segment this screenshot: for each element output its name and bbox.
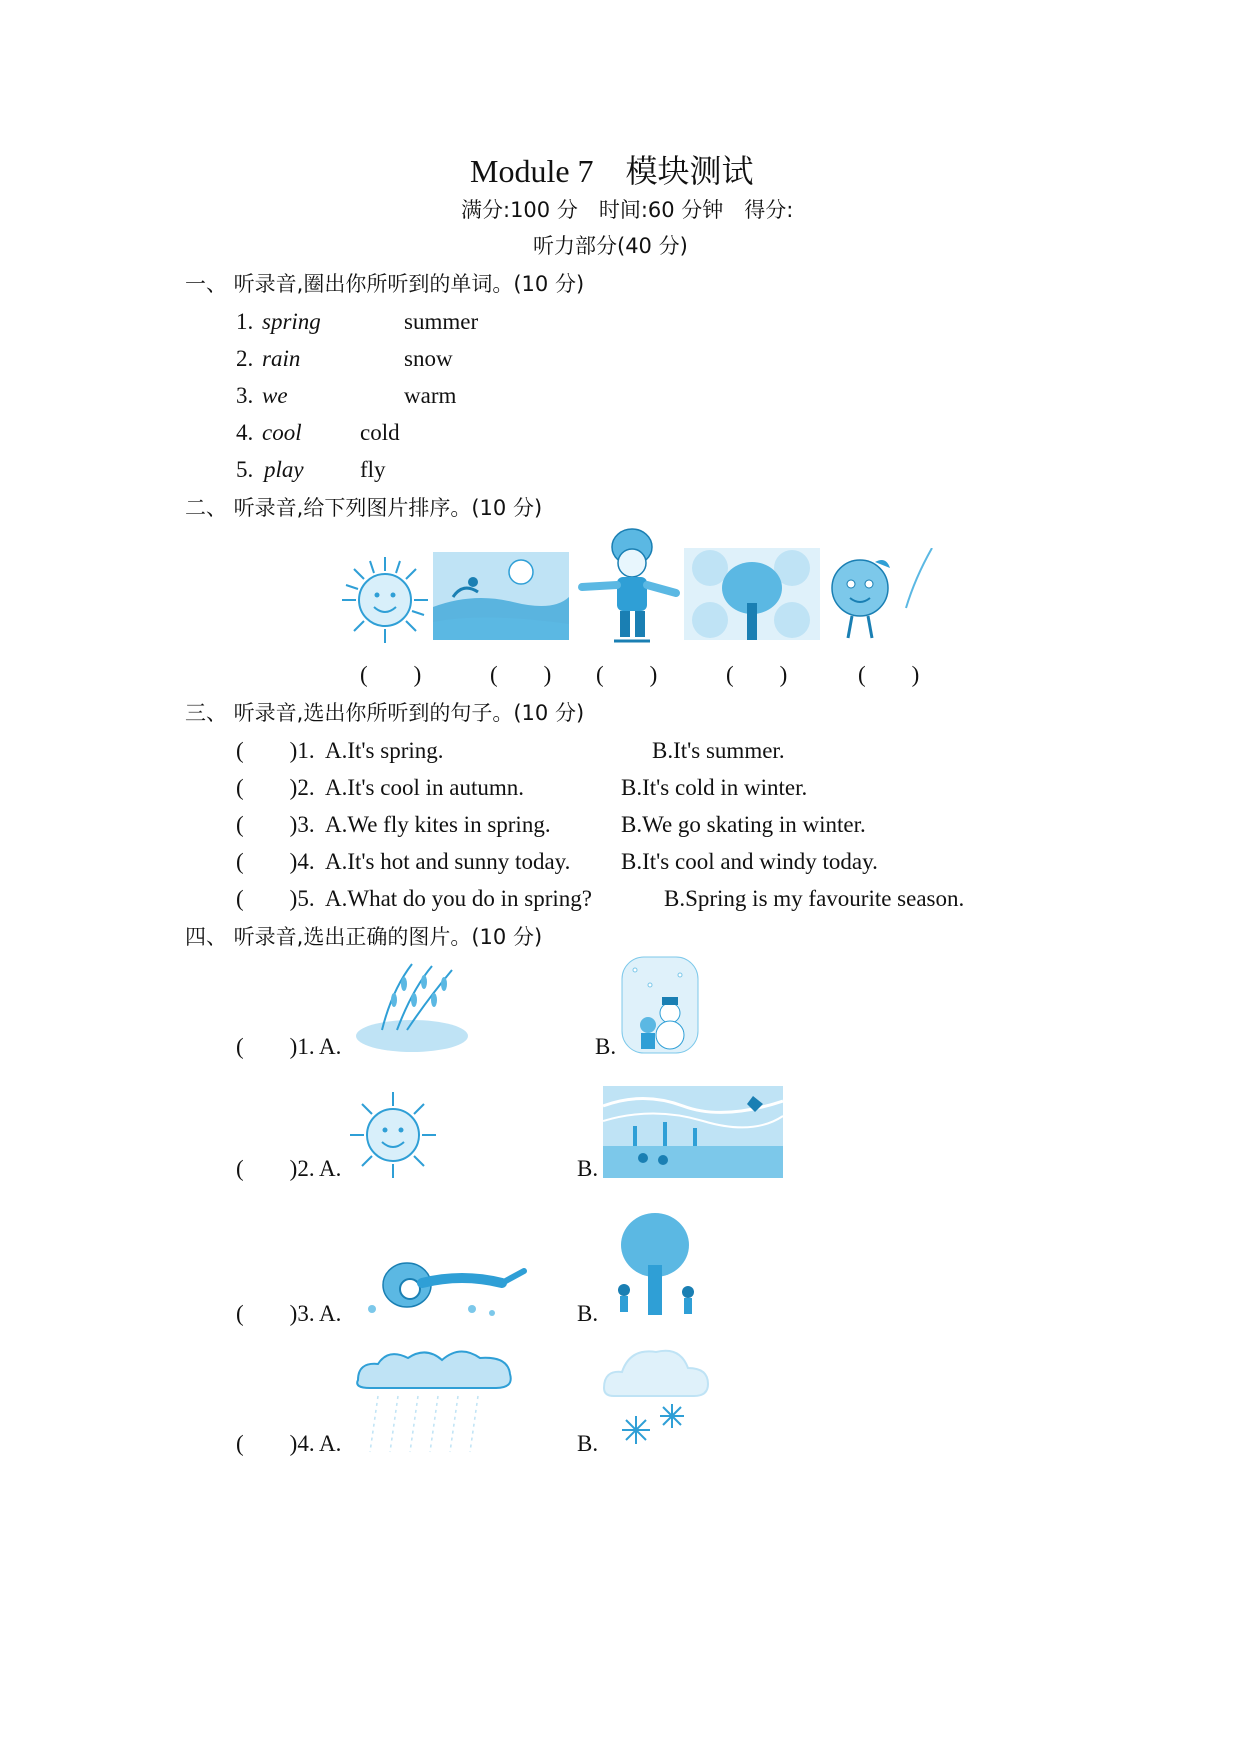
sun-icon [340, 555, 430, 645]
s3-item4-b: B.It's cool and windy today. [621, 849, 878, 874]
s4-q3-prefix[interactable]: ( )3. A. [236, 1301, 342, 1326]
s1-item4-b[interactable]: cold [360, 420, 400, 445]
page-title: Module 7 模块测试 [470, 153, 754, 189]
willow-icon [352, 960, 468, 1056]
s3-item2-b: B.It's cold in winter. [621, 775, 808, 800]
s1-item2-a[interactable]: rain [262, 346, 301, 371]
windy-park-scene [603, 1086, 783, 1178]
snowman-icon [620, 955, 700, 1055]
order-blank-1[interactable]: ( ) [360, 662, 422, 687]
s4-q1-prefix[interactable]: ( )1. A. [236, 1034, 342, 1059]
s1-item1-a[interactable]: spring [262, 309, 321, 334]
swimmer-icon [352, 1253, 532, 1323]
s1-item3-a[interactable]: we [262, 383, 288, 408]
s4-q4-prefix[interactable]: ( )4. A. [236, 1431, 342, 1456]
s1-item5-num: 5. [236, 457, 254, 482]
autumn-leaf-character [820, 548, 940, 644]
order-blank-3[interactable]: ( ) [596, 662, 658, 687]
order-blank-5[interactable]: ( ) [858, 662, 920, 687]
s3-item5-a: A.What do you do in spring? [325, 886, 593, 911]
s1-item2-num: 2. [236, 346, 254, 371]
s3-item2-prefix[interactable]: ( )2. [236, 775, 315, 800]
s4-q4-b[interactable]: B. [577, 1431, 599, 1456]
section2-heading: 二、 听录音,给下列图片排序。(10 分) [185, 496, 543, 520]
tree-children-icon [610, 1210, 700, 1320]
s3-item5-prefix[interactable]: ( )5. [236, 886, 315, 911]
s1-item3-b[interactable]: warm [404, 383, 457, 408]
s3-item5-b: B.Spring is my favourite season. [664, 886, 965, 911]
scoring-line: 满分:100 分 时间:60 分钟 得分: [461, 198, 794, 222]
s4-q2-prefix[interactable]: ( )2. A. [236, 1156, 342, 1181]
rain-cloud-icon [348, 1340, 518, 1460]
s3-item1-b: B.It's summer. [652, 738, 785, 763]
s1-item5-a[interactable]: play [264, 457, 304, 482]
spring-river-scene [433, 552, 569, 640]
s1-item1-b[interactable]: summer [404, 309, 479, 334]
s1-item3-num: 3. [236, 383, 254, 408]
section3-heading: 三、 听录音,选出你所听到的句子。(10 分) [185, 701, 585, 725]
s3-item1-prefix[interactable]: ( )1. [236, 738, 315, 763]
section4-heading: 四、 听录音,选出正确的图片。(10 分) [185, 925, 543, 949]
s1-item2-b[interactable]: snow [404, 346, 453, 371]
s3-item4-prefix[interactable]: ( )4. [236, 849, 315, 874]
s3-item4-a: A.It's hot and sunny today. [325, 849, 571, 874]
s3-item1-a: A.It's spring. [325, 738, 444, 763]
four-seasons-tree [684, 548, 820, 640]
s3-item3-b: B.We go skating in winter. [621, 812, 866, 837]
s3-item3-a: A.We fly kites in spring. [325, 812, 551, 837]
s4-q2-b[interactable]: B. [577, 1156, 599, 1181]
snow-cloud-icon [600, 1338, 710, 1448]
s4-q3-b[interactable]: B. [577, 1301, 599, 1326]
order-blank-4[interactable]: ( ) [726, 662, 788, 687]
section1-heading: 一、 听录音,圈出你所听到的单词。(10 分) [185, 272, 585, 296]
s1-item1-num: 1. [236, 309, 254, 334]
part-label: 听力部分(40 分) [533, 234, 688, 258]
skating-boy [572, 525, 682, 645]
s1-item4-a[interactable]: cool [262, 420, 302, 445]
sun-icon [348, 1090, 438, 1180]
s4-q1-b[interactable]: B. [595, 1034, 617, 1059]
order-blank-2[interactable]: ( ) [490, 662, 552, 687]
s3-item3-prefix[interactable]: ( )3. [236, 812, 315, 837]
s1-item5-b[interactable]: fly [360, 457, 386, 482]
s3-item2-a: A.It's cool in autumn. [325, 775, 524, 800]
s1-item4-num: 4. [236, 420, 254, 445]
